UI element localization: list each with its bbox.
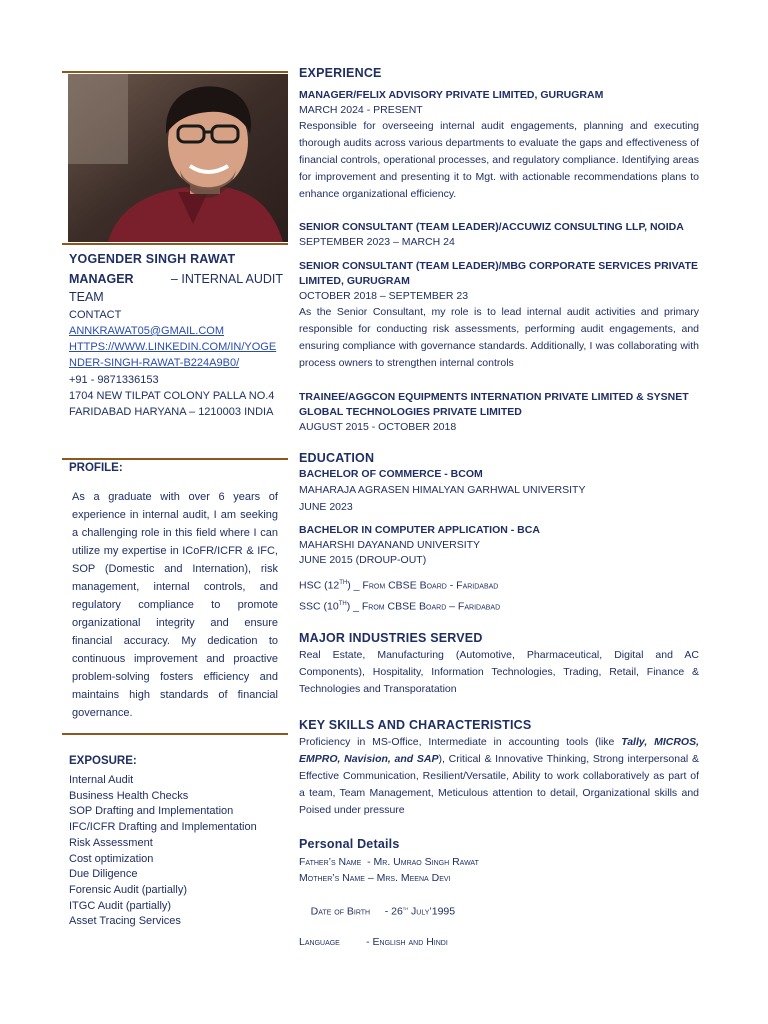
hsc-b: ) _ From CBSE Board - Faridabad [347,579,499,592]
list-item: Asset Tracing Services [69,915,181,928]
ssc-line [299,595,699,616]
degree-university: MAHARSHI DAYANAND UNIVERSITY [299,539,481,551]
degree-date: JUNE 2015 (DROUP-OUT) [299,554,427,566]
list-item: Cost optimization [69,852,154,865]
profile-bottom-rule [62,733,288,735]
job-description: As the Senior Consultant, my role is to lead internal audit activities and primary responsible for conducting risk assessments, performing audit engagements, and ensuring compliance with governance standards. Additionally, I was collaborating with process owners to strengthen internal controls [299,306,699,369]
role-rest: – INTERNAL AUDIT [167,272,283,286]
address-line-1: 1704 NEW TILPAT COLONY PALLA NO.4 [69,390,275,402]
job-date: OCTOBER 2018 – SEPTEMBER 23 [299,290,469,302]
mother-name: Mother’s Name – Mrs. Meena Devi [299,871,451,884]
dob-a: Date of Birth - 26 [310,905,403,917]
role-bold: MANAGER [69,272,134,286]
hsc-a: HSC (12 [299,579,340,592]
phone-number: +91 - 9871336153 [69,374,159,386]
skills-part-2: ), Critical & Innovative Thinking, Strong interpersonal & Effective Communication, Resilient/Versatile, Ability to work collaboratively as part of a team, Team Management, Meticulous attention to detail, Organizational skills and Poised under pressure [299,753,699,816]
father-name: Father’s Name - Mr. Umrao Singh Rawat [299,856,479,868]
education-heading: EDUCATION [299,451,375,465]
personal-heading: Personal Details [299,837,400,851]
email-link[interactable]: ANNKRAWAT05@GMAIL.COM [69,325,224,337]
ssc-a: SSC (10 [299,600,339,612]
language: Language - English and Hindi [299,936,448,948]
skills-tools: Tally, MICROS, EMPRO, Navision, and SAP [299,736,699,765]
skills-heading: KEY SKILLS AND CHARACTERISTICS [299,718,532,732]
date-of-birth [299,886,699,935]
degree-university: MAHARAJA AGRASEN HIMALYAN GARHWAL UNIVERSITY [299,484,586,496]
profile-text: As a graduate with over 6 years of experience in internal audit, I am seeking a challenging role in this field where I can utilize my expertise in ICoFR/ICFR & IFC, SOP (Domestic and Internation), risk management, internal controls, and regulatory compliance to promote organizational integrity and ensure financial accuracy. My dedication to continuous improvement and proactive problem-solving fosters efficiency and maintains high standards of financial governance. [72,491,278,719]
list-item: Risk Assessment [69,836,153,849]
degree-date: JUNE 2023 [299,501,353,513]
experience-heading: EXPERIENCE [299,66,382,80]
exposure-label: EXPOSURE: [69,755,137,767]
candidate-name: YOGENDER SINGH RAWAT [69,252,236,266]
list-item: SOP Drafting and Implementation [69,805,234,818]
linkedin-link-1[interactable]: HTTPS://WWW.LINKEDIN.COM/IN/YOGE [69,341,277,353]
job-title-cont: LIMITED, GURUGRAM [299,275,410,287]
photo-bottom-rule [62,243,288,245]
hsc-line [299,574,699,595]
skills-text [299,734,699,819]
ssc-sup: TH [338,600,347,607]
industries-heading: MAJOR INDUSTRIES SERVED [299,631,483,645]
profile-photo [68,74,288,242]
dob-b: July’1995 [408,905,456,917]
candidate-role [69,272,283,286]
list-item: ITGC Audit (partially) [69,899,172,912]
list-item: Business Health Checks [69,789,189,802]
list-item: IFC/ICFR Drafting and Implementation [69,821,257,834]
degree-title: BACHELOR OF COMMERCE - BCOM [299,468,483,480]
skills-part-1: Proficiency in MS-Office, Intermediate in accounting tools (like [299,736,622,748]
address-line-2: FARIDABAD HARYANA – 1210003 INDIA [69,406,274,418]
job-description: Responsible for overseeing internal audit engagements, planning and executing thorough audits across various departments to evaluate the gaps and effectiveness of financial controls, operational processes, and regulatory compliance. Identifying areas for improvement and presenting it to Mgt. with actionable recommendations plans to enhance organizational efficiency. [299,120,699,200]
profile-top-rule [62,458,288,460]
degree-title: BACHELOR IN COMPUTER APPLICATION - BCA [299,524,540,536]
contact-label: CONTACT [69,309,122,321]
linkedin-link-2[interactable]: NDER-SINGH-RAWAT-B224A9B0/ [69,357,240,369]
right-column [299,66,699,951]
industries-text: Real Estate, Manufacturing (Automotive, Pharmaceutical, Digital and AC Components), Hospitality, Information Technologies, Trading, Retail, Finance & Technologies and Transporatation [299,649,699,695]
photo-top-rule [62,71,288,73]
list-item: Due Diligence [69,868,138,881]
job-title-cont: GLOBAL TECHNOLOGIES PRIVATE LIMITED [299,406,522,418]
job-title: MANAGER/FELIX ADVISORY PRIVATE LIMITED, GURUGRAM [299,89,604,101]
list-item: Forensic Audit (partially) [69,883,187,896]
job-title: SENIOR CONSULTANT (TEAM LEADER)/ACCUWIZ CONSULTING LLP, NOIDA [299,221,684,233]
job-date: MARCH 2024 - PRESENT [299,104,423,116]
job-title: SENIOR CONSULTANT (TEAM LEADER)/MBG CORPORATE SERVICES PRIVATE [299,260,699,272]
job-date: AUGUST 2015 - OCTOBER 2018 [299,421,457,433]
list-item: Internal Audit [69,774,134,786]
ssc-b: ) _ From CBSE Board – Faridabad [346,600,501,612]
job-date: SEPTEMBER 2023 – MARCH 24 [299,236,455,248]
exposure-list [69,773,284,930]
dob-sup: th [402,905,409,912]
hsc-sup: TH [339,580,348,586]
candidate-role-line2: TEAM [69,290,104,304]
job-title: TRAINEE/AGGCON EQUIPMENTS INTERNATION PRIVATE LIMITED & SYSNET [299,391,689,403]
profile-label: PROFILE: [69,462,123,474]
